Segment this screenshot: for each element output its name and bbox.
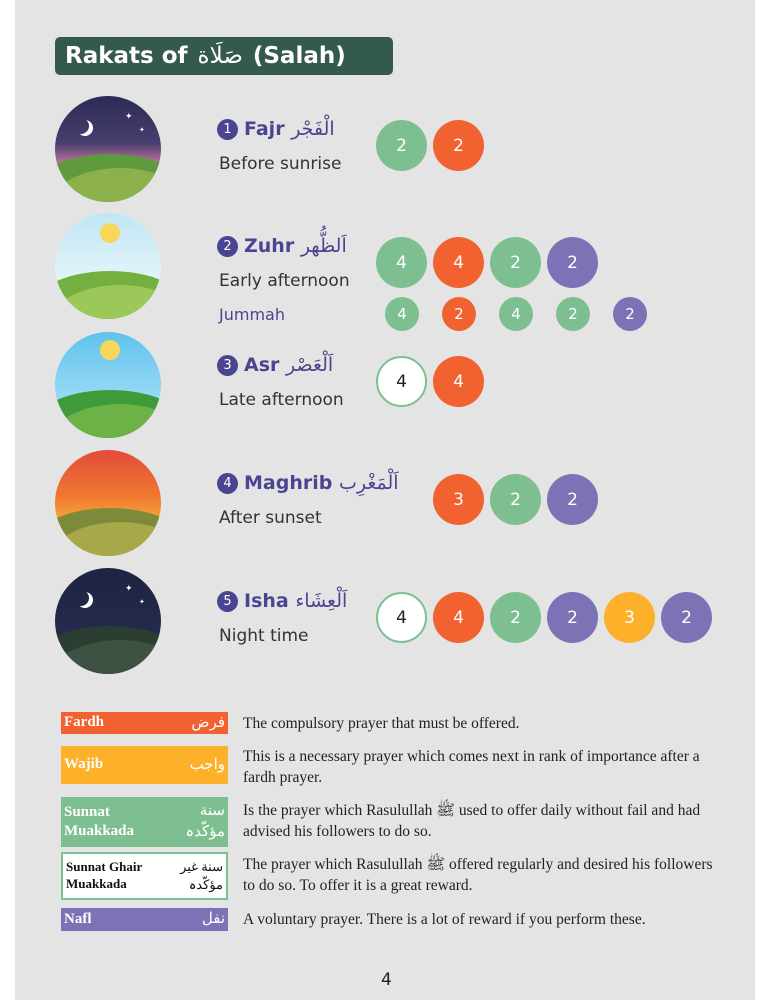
night-scene-icon — [55, 568, 161, 674]
prayer-time: After sunset — [219, 508, 322, 528]
legend-label-arabic: سنة غير مؤكّدہ — [180, 858, 223, 892]
moon-icon — [73, 590, 89, 606]
prayer-name-english: Zuhr — [244, 235, 295, 257]
legend-label — [61, 797, 228, 847]
prayer-name — [217, 118, 335, 140]
rakat-circle-sunnat-muakkada: 2 — [556, 297, 590, 331]
title-arabic: صَلَاة — [197, 43, 243, 69]
prayer-time: Late afternoon — [219, 390, 344, 410]
rakat-circles — [376, 592, 712, 643]
prayer-name-english: Fajr — [244, 118, 285, 140]
legend-description: The compulsory prayer that must be offered. — [243, 715, 520, 732]
title-prefix: Rakats of — [65, 43, 188, 69]
prayer-number: 3 — [217, 355, 238, 376]
rakat-circle-sunnat-muakkada: 2 — [490, 592, 541, 643]
rakat-circle-sunnat-muakkada: 2 — [490, 474, 541, 525]
legend-description: Is the prayer which Rasulullah ﷺ used to offer daily without fail and had advised his followers to do so. — [243, 802, 701, 840]
prayer-number: 4 — [217, 473, 238, 494]
rakat-circle-sunnat-muakkada: 4 — [376, 237, 427, 288]
rakat-circle-fardh: 4 — [433, 237, 484, 288]
star-icon: ✦ — [139, 598, 145, 606]
prayer-name — [217, 472, 399, 494]
legend-label — [61, 746, 228, 784]
prayer-name-english: Isha — [244, 590, 289, 612]
star-icon: ✦ — [139, 126, 145, 134]
page — [15, 0, 755, 1000]
prayer-name-english: Asr — [244, 354, 280, 376]
rakat-circle-fardh: 3 — [433, 474, 484, 525]
rakat-circle-sunnat-ghair: 4 — [376, 356, 427, 407]
prayer-name-arabic: الْفَجْر — [291, 118, 335, 140]
rakat-circle-nafl: 2 — [613, 297, 647, 331]
legend-label-english: Sunnat Ghair Muakkada — [66, 859, 142, 891]
legend-description: The prayer which Rasulullah ﷺ offered regularly and desired his followers to do so. To offer it is a great reward. — [243, 856, 713, 894]
rakat-circle-sunnat-muakkada: 4 — [499, 297, 533, 331]
sun-icon — [100, 223, 120, 243]
legend-label-english: Fardh — [64, 714, 105, 731]
prayer-name-arabic: اَلْعَصْر — [286, 354, 334, 376]
legend-label-arabic: سنة مؤكّدہ — [185, 803, 225, 840]
legend-label-english: Nafl — [64, 910, 92, 927]
rakat-circle-sunnat-muakkada: 2 — [490, 237, 541, 288]
legend-label — [61, 908, 228, 931]
legend-label-arabic: نفل — [201, 911, 225, 927]
prayer-name-arabic: اَلْعِشَاء — [295, 590, 348, 612]
prayer-time: Before sunrise — [219, 154, 342, 174]
legend-label — [61, 712, 228, 734]
prayer-time: Night time — [219, 626, 309, 646]
afternoon-scene-icon — [55, 332, 161, 438]
rakat-circle-nafl: 2 — [547, 474, 598, 525]
legend-description: This is a necessary prayer which comes next in rank of importance after a fardh prayer. — [243, 748, 700, 786]
rakat-circles — [376, 356, 484, 407]
prayer-time: Early afternoon — [219, 271, 350, 291]
rakat-circle-sunnat-muakkada: 2 — [376, 120, 427, 171]
legend-label — [61, 852, 228, 900]
night-dawn-scene-icon — [55, 96, 161, 202]
sun-icon — [100, 340, 120, 360]
star-icon: ✦ — [125, 584, 133, 594]
title-suffix: (Salah) — [252, 43, 346, 69]
rakat-circle-sunnat-ghair: 4 — [376, 592, 427, 643]
rakat-circles — [376, 120, 484, 171]
prayer-name — [217, 590, 347, 612]
legend-label-english: Wajib — [64, 756, 104, 773]
rakat-circles — [433, 474, 598, 525]
day-scene-icon — [55, 213, 161, 319]
prayer-number: 2 — [217, 236, 238, 257]
rakat-circle-nafl: 2 — [547, 592, 598, 643]
prayer-name — [217, 235, 347, 257]
prayer-name-arabic: اَلظُّهر — [300, 235, 347, 257]
rakat-circles — [376, 237, 598, 288]
rakat-circle-nafl: 2 — [547, 237, 598, 288]
rakat-circle-fardh: 4 — [433, 356, 484, 407]
legend-label-english: Sunnat Muakkada — [64, 803, 135, 839]
legend-label-arabic: واجب — [189, 756, 225, 773]
prayer-name-arabic: اَلْمَغْرِب — [338, 472, 399, 494]
moon-icon — [73, 118, 89, 134]
rakat-circle-fardh: 2 — [433, 120, 484, 171]
page-number: 4 — [381, 970, 392, 990]
jummah-rakat-circles — [385, 297, 647, 331]
legend-label-arabic: فرض — [191, 714, 225, 731]
legend-description: A voluntary prayer. There is a lot of reward if you perform these. — [243, 911, 646, 928]
prayer-name — [217, 354, 333, 376]
rakat-circle-sunnat-muakkada: 4 — [385, 297, 419, 331]
rakat-circle-nafl: 2 — [661, 592, 712, 643]
prayer-number: 5 — [217, 591, 238, 612]
page-title — [55, 37, 393, 75]
rakat-circle-fardh: 4 — [433, 592, 484, 643]
jummah-label: Jummah — [219, 305, 285, 324]
prayer-name-english: Maghrib — [244, 472, 333, 494]
rakat-circle-wajib: 3 — [604, 592, 655, 643]
star-icon: ✦ — [125, 112, 133, 122]
prayer-number: 1 — [217, 119, 238, 140]
sunset-scene-icon — [55, 450, 161, 556]
rakat-circle-fardh: 2 — [442, 297, 476, 331]
